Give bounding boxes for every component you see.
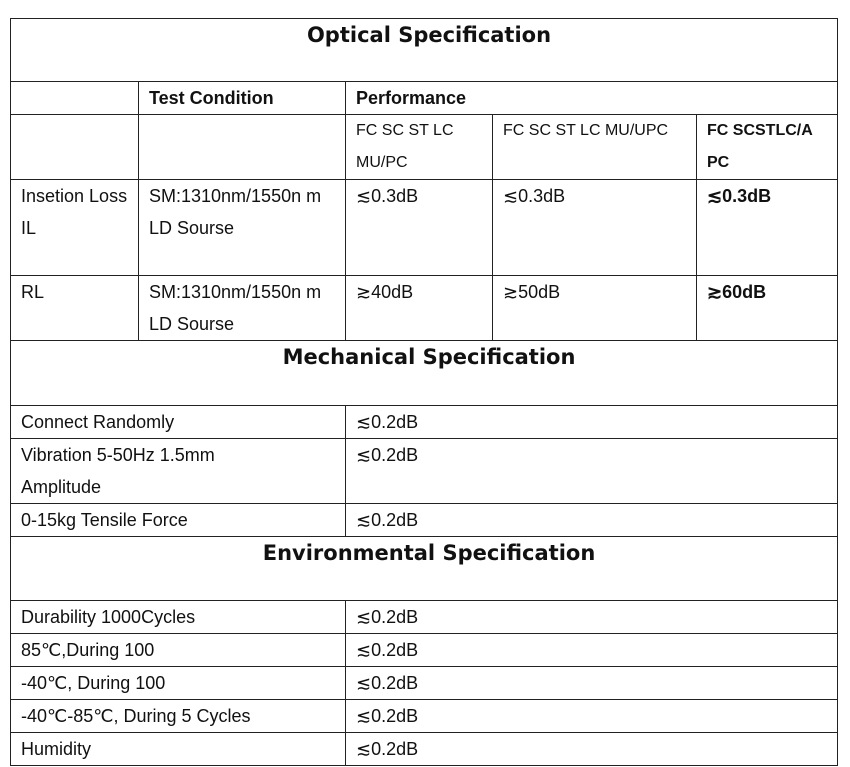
row-label: Insetion Loss IL [11,180,139,276]
test-condition-header: Test Condition [139,82,346,115]
row-label: 85℃,During 100 [11,634,346,667]
performance-header: Performance [346,82,838,115]
table-row [11,276,838,341]
row-value: ≲0.2dB [346,406,838,439]
environmental-section-title: Environmental Specification [11,537,838,601]
performance-sub-header: FC SC ST LC MU/UPC [493,115,697,180]
row-value: ≲0.2dB [346,504,838,537]
row-value: ≲0.3dB [493,180,697,276]
specification-table [10,18,838,766]
row-label: Vibration 5-50Hz 1.5mm Amplitude [11,439,346,504]
table-row [11,634,838,667]
table-row [11,406,838,439]
table-row [11,439,838,504]
table-row [11,504,838,537]
table-row [11,733,838,766]
table-row [11,667,838,700]
table-row [11,601,838,634]
row-value: ≲0.3dB [697,180,838,276]
table-row [11,700,838,733]
row-label: Humidity [11,733,346,766]
mechanical-section-title: Mechanical Specification [11,341,838,406]
row-label: 0-15kg Tensile Force [11,504,346,537]
environmental-section-row [11,537,838,601]
performance-sub-header: FC SC ST LC MU/PC [346,115,493,180]
row-value: ≳50dB [493,276,697,341]
row-value: ≲0.2dB [346,634,838,667]
mechanical-section-row [11,341,838,406]
row-label: Connect Randomly [11,406,346,439]
row-value: ≲0.2dB [346,601,838,634]
row-condition: SM:1310nm/1550n m LD Sourse [139,276,346,341]
subheader-blank-cell [139,115,346,180]
subheader-blank-cell [11,115,139,180]
row-value: ≳40dB [346,276,493,341]
row-value: ≲0.2dB [346,700,838,733]
optical-header-row [11,82,838,115]
row-condition: SM:1310nm/1550n m LD Sourse [139,180,346,276]
row-label: -40℃, During 100 [11,667,346,700]
row-value: ≲0.2dB [346,439,838,504]
optical-section-title: Optical Specification [11,19,838,82]
table-row [11,180,838,276]
header-blank-cell [11,82,139,115]
row-label: RL [11,276,139,341]
row-label: -40℃-85℃, During 5 Cycles [11,700,346,733]
row-value: ≲0.2dB [346,733,838,766]
row-value: ≳60dB [697,276,838,341]
row-value: ≲0.3dB [346,180,493,276]
row-label: Durability 1000Cycles [11,601,346,634]
optical-subheader-row [11,115,838,180]
performance-sub-header: FC SCSTLC/A PC [697,115,838,180]
optical-section-row [11,19,838,82]
row-value: ≲0.2dB [346,667,838,700]
